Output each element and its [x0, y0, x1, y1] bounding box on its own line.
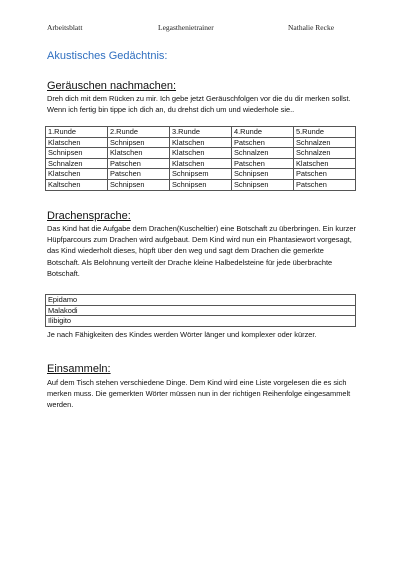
table-cell: Kaltschen: [46, 179, 108, 190]
table-header-cell: 2.Runde: [108, 127, 170, 138]
header-center: Legasthenietrainer: [158, 23, 214, 32]
words-table: [45, 294, 356, 327]
table-cell: Schnipsen: [232, 169, 294, 180]
rounds-table: [45, 126, 356, 191]
table-header-row: [46, 127, 356, 138]
table-header-cell: 3.Runde: [170, 127, 232, 138]
table-row: [46, 295, 356, 306]
table-header-cell: 1.Runde: [46, 127, 108, 138]
table-cell: Schnipsen: [108, 179, 170, 190]
table-row: [46, 169, 356, 180]
table-cell: Klatschen: [46, 137, 108, 148]
table-cell: Epidamo: [46, 295, 356, 306]
section-heading-einsammeln: Einsammeln:: [47, 363, 111, 375]
table-cell: Schnalzen: [294, 148, 356, 159]
section-text-drachensprache: Das Kind hat die Aufgabe dem Drachen(Kuscheltier) eine Botschaft zu überbringen. Ein kurzer Hüpfparcours zum Drachen wird aufgebaut. Dem Kind wird nun ein Phantasiewort vorgesagt, das Kind wiederholt dieses, hüpft über den weg und sagt dem Drachen die gemerkte Botschaft. Als Belohnung verteilt der Drache kleine Halbedelsteine für jede überbrachte Botschaft.: [47, 224, 356, 278]
table-cell: Patschen: [108, 158, 170, 169]
section-heading-geraeusche: Geräuschen nachmachen:: [47, 80, 177, 92]
table-header-cell: 5.Runde: [294, 127, 356, 138]
table-cell: Schnipsen: [108, 137, 170, 148]
header-left: Arbeitsblatt: [47, 23, 83, 32]
section-text-geraeusche: Dreh dich mit dem Rücken zu mir. Ich gebe jetzt Geräuschfolgen vor die du dir merken sollst. Wenn ich fertig bin tippe ich dich an, du drehst dich um und wiederhole sie..: [47, 94, 351, 115]
table-cell: Ilibigito: [46, 316, 356, 327]
section-text-einsammeln: Auf dem Tisch stehen verschiedene Dinge. Dem Kind wird eine Liste vorgelesen die es sich merken muss. Die gemerkten Wörter müssen nun in der richtigen Reihenfolge eingesammelt werden.: [47, 378, 351, 410]
table-row: [46, 158, 356, 169]
table-cell: Klatschen: [108, 148, 170, 159]
table-row: [46, 305, 356, 316]
header-right: Nathalie Recke: [288, 23, 335, 32]
table-cell: Schnipsem: [170, 169, 232, 180]
table-row: [46, 137, 356, 148]
table-cell: Patschen: [294, 169, 356, 180]
table-cell: Patschen: [232, 137, 294, 148]
section-heading-drachensprache: Drachensprache:: [47, 210, 131, 222]
page-title: Akustisches Gedächtnis:: [47, 50, 168, 62]
table-cell: Schnipsen: [170, 179, 232, 190]
table-header-cell: 4.Runde: [232, 127, 294, 138]
table-cell: Klatschen: [46, 169, 108, 180]
table-cell: Schnalzen: [232, 148, 294, 159]
table-cell: Schnalzen: [46, 158, 108, 169]
table-row: [46, 316, 356, 327]
table-cell: Klatschen: [170, 158, 232, 169]
table-cell: Schnipsen: [46, 148, 108, 159]
table-cell: Patschen: [108, 169, 170, 180]
table-cell: Patschen: [232, 158, 294, 169]
table-cell: Klatschen: [170, 148, 232, 159]
table-cell: Malakodi: [46, 305, 356, 316]
table-cell: Klatschen: [170, 137, 232, 148]
table-cell: Schnipsen: [232, 179, 294, 190]
table-row: [46, 179, 356, 190]
table-cell: Klatschen: [294, 158, 356, 169]
table-row: [46, 148, 356, 159]
section-note-drachensprache: Je nach Fähigkeiten des Kindes werden Wörter länger und komplexer oder kürzer.: [47, 330, 317, 339]
table-cell: Schnalzen: [294, 137, 356, 148]
table-cell: Patschen: [294, 179, 356, 190]
